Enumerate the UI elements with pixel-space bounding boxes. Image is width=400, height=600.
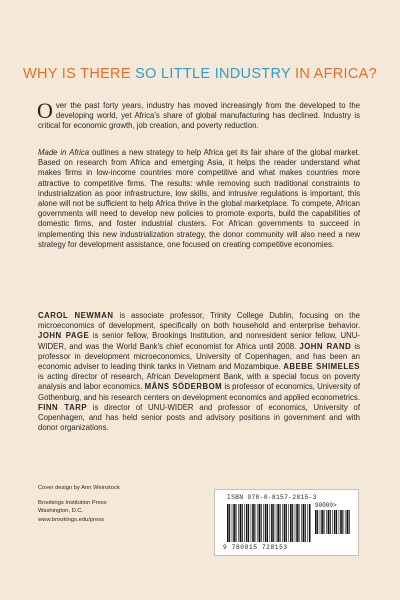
credits [38,484,120,524]
author-name: JOHN RAND [299,341,352,351]
headline-part-1: WHY IS THERE [23,66,136,82]
barcode-icon [227,504,311,542]
publisher-name: Brookings Institution Press [38,500,107,507]
author-bio: is acting director of research, African Development Bank, with a special focus on poverty analysis and labor economics. [38,372,360,392]
isbn-text: ISBN 978-0-8157-2815-3 [227,494,317,501]
description-text: outlines a new strategy to help Africa get its fair share of the global market. Based on research from Africa and emerging Asia, it helps the reader understand what makes firms in low-income countries more competitive and what makes countries more attractive to competitive firms. The results: while removing such traditional constraints to industrialization as poor infrastructure, low skills, and intrusive regulations is important, this alone will not be sufficient to help Africa thrive in the global marketplace. To compete, African governments will need to develop new policies to promote exports, build the capabilities of domestic firms, and foster industrial clusters. For African governments to succeed in implementing this new industrialization strategy, the donor community will also need a new strategy for development assistance, one focused on creating competitive economies. [38,148,360,249]
author-name: FINN TARP [38,402,88,412]
barcode-box [214,489,359,556]
author-name: ABEBE SHIMELES [283,362,360,372]
publisher-website: www.brookings.edu/press [38,516,105,523]
headline-part-3: IN AFRICA? [295,66,377,82]
headline-part-2: SO LITTLE INDUSTRY [135,66,296,82]
publisher-city: Washington, D.C. [38,508,84,515]
intro-paragraph [37,98,360,132]
author-bio: is professor of economics, University of Gothenburg, and his research centers on development economics and applied econometrics. [38,382,360,402]
headline [0,66,400,82]
author-bio: is director of UNU-WIDER and professor of economics, University of Copenhagen, and has held senior posts and advisory positions in government and with donor organizations. [38,402,360,433]
author-name: CAROL NEWMAN [38,311,114,320]
author-bio: is associate professor, Trinity College Dublin, focusing on the microeconomics of development, specifically on both household and enterprise behavior. [38,311,361,331]
cover-design-credit: Cover design by Ann Weinstock [38,485,120,491]
author-name: MÅNS SÖDERBOM [144,382,223,392]
author-bio: is professor in development microeconomics, University of Copenhagen, and has been an economic adviser to leading think tanks in Vietnam and Mozambique. [38,341,360,372]
book-title: Made in Africa [38,148,90,157]
addon-barcode-icon [315,510,351,534]
drop-cap: O [37,98,53,123]
description-paragraph [38,148,360,250]
intro-text: ver the past forty years, industry has moved increasingly from the developed to the developing world, yet Africa's share of global manufacturing has declined. Industry is critical for economic growth, job creation, and poverty reduction. [38,101,360,131]
author-bio: is senior fellow, Brookings Institution, and nonresident senior fellow, UNU-WIDER, and was the World Bank's chief economist for Africa until 2008. [38,331,360,351]
price-code: 90000> [315,502,337,509]
author-bios [38,311,360,433]
ean-number: 9 780815 728153 [223,544,288,551]
author-name: JOHN PAGE [38,331,90,341]
